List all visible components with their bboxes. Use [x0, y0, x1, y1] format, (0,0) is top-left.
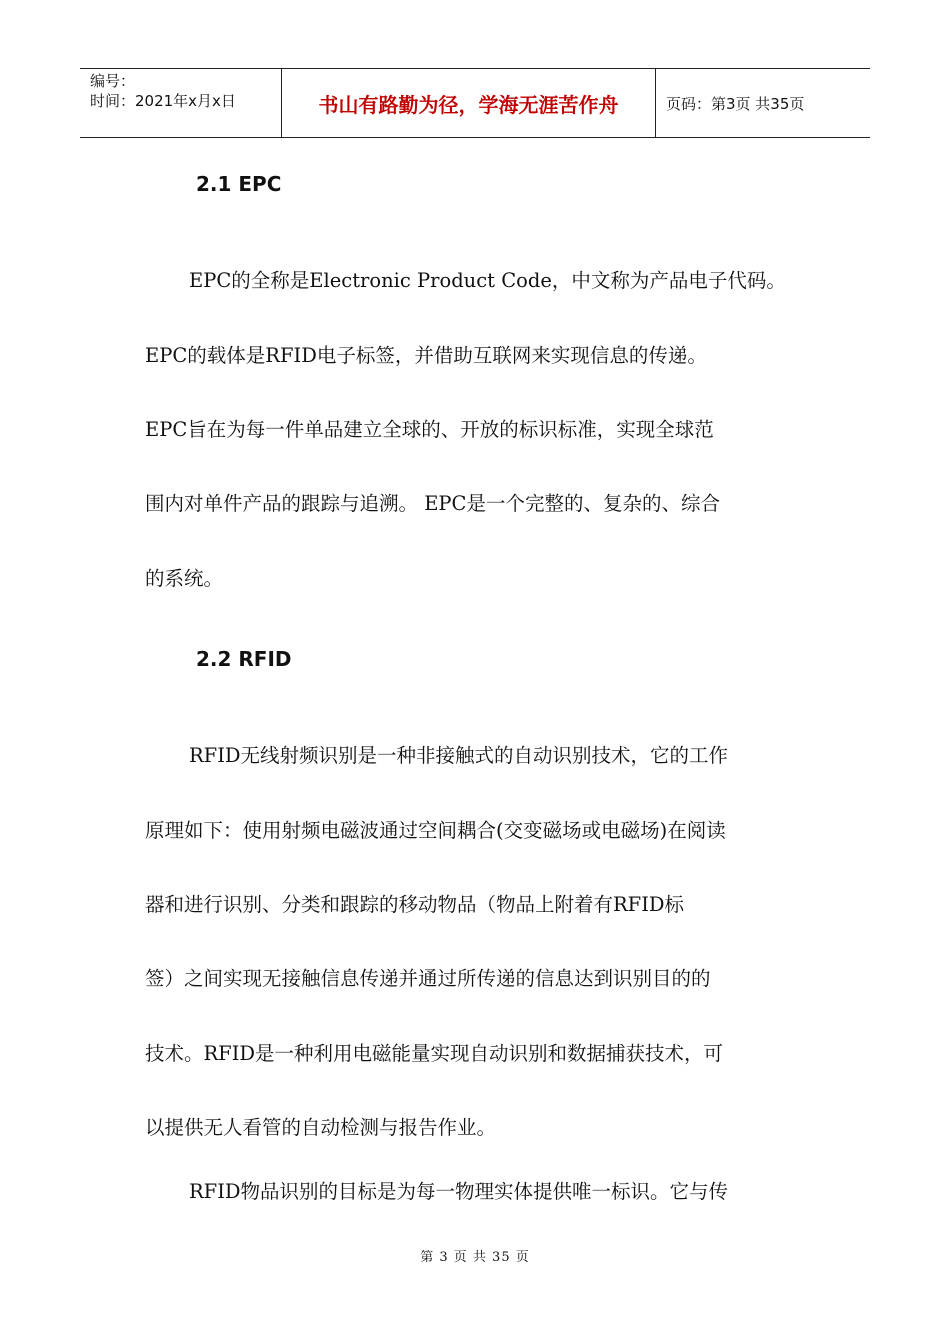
header-meta	[80, 69, 282, 137]
page-header	[80, 68, 870, 138]
header-motto: 书山有路勤为径，学海无涯苦作舟	[282, 69, 656, 137]
page-footer: 第 3 页 共 35 页	[420, 1250, 530, 1265]
paragraph-line: 原理如下：使用射频电磁波通过空间耦合(交变磁场或电磁场)在阅读	[145, 819, 726, 842]
paragraph-line: 技术。RFID是一种利用电磁能量实现自动识别和数据捕获技术，可	[145, 1042, 724, 1065]
paragraph-line: 以提供无人看管的自动检测与报告作业。	[145, 1116, 497, 1139]
paragraph-line: 器和进行识别、分类和跟踪的移动物品（物品上附着有RFID标	[145, 893, 685, 916]
date-label: 时间：2021年x月x日	[90, 92, 236, 110]
paragraph-line: RFID物品识别的目标是为每一物理实体提供唯一标识。它与传	[189, 1180, 729, 1203]
section-heading-epc: 2.1 EPC	[196, 172, 282, 196]
section-heading-rfid: 2.2 RFID	[196, 647, 292, 671]
paragraph-line: EPC的载体是RFID电子标签，并借助互联网来实现信息的传递。	[145, 344, 707, 367]
paragraph-line: RFID无线射频识别是一种非接触式的自动识别技术，它的工作	[189, 744, 729, 767]
paragraph-line: EPC旨在为每一件单品建立全球的、开放的标识标准，实现全球范	[145, 418, 714, 441]
paragraph-line: 签）之间实现无接触信息传递并通过所传递的信息达到识别目的的	[145, 967, 711, 990]
paragraph-line: 围内对单件产品的跟踪与追溯。 EPC是一个完整的、复杂的、综合	[145, 492, 720, 515]
paragraph-line: EPC的全称是Electronic Product Code，中文称为产品电子代码。	[189, 269, 786, 292]
header-page-info: 页码：第3页 共35页	[666, 94, 805, 113]
paragraph-line: 的系统。	[145, 567, 224, 590]
serial-number-label: 编号：	[90, 72, 136, 90]
